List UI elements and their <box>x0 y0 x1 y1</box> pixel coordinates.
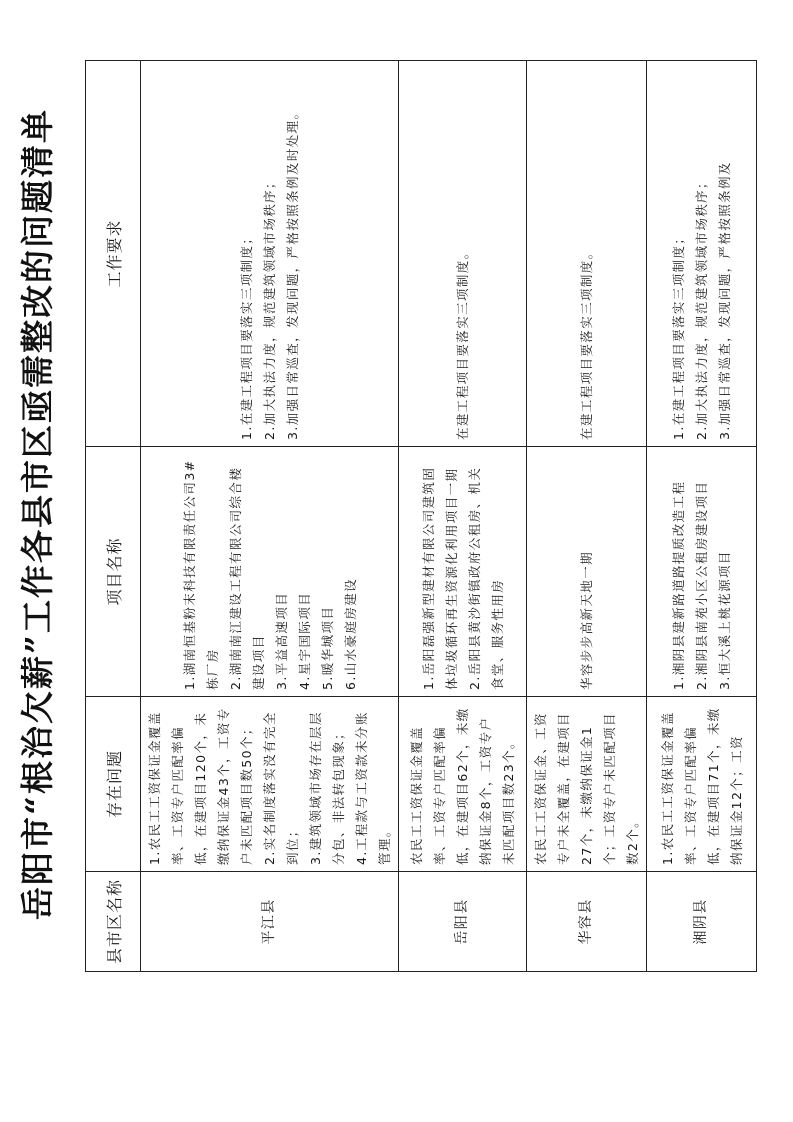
table-row <box>527 61 647 972</box>
problems-cell <box>399 697 527 872</box>
projects-cell <box>527 447 647 697</box>
problem-item: 农民工工资保证金覆盖率、工资专户匹配率偏低，在建项目62个，未缴纳保证金8个，工资专户未匹配项目数23个。 <box>409 707 516 865</box>
problems-cell <box>527 697 647 872</box>
header-requirements: 工作要求 <box>86 61 141 447</box>
county-name: 华容县 <box>527 872 647 972</box>
requirement-item: 3.加强日常巡查，发现问题，严格按照条例及 <box>717 161 732 440</box>
requirement-item: 在建工程项目要落实三项制度。 <box>455 245 470 440</box>
project-item: 2.湖南南江建设工程有限公司综合楼建设项目 <box>227 466 266 690</box>
requirement-item: 2.加大执法力度，规范建筑领域市场秩序； <box>262 175 277 440</box>
county-name: 湘阴县 <box>647 872 757 972</box>
project-item: 5.暖华城项目 <box>319 605 335 690</box>
problems-cell <box>647 697 757 872</box>
project-item: 2.湘阴县南苑小区公租房建设项目 <box>694 480 709 690</box>
requirement-item: 在建工程项目要落实三项制度。 <box>579 245 594 440</box>
requirements-cell <box>527 61 647 447</box>
requirements-cell <box>399 61 527 447</box>
problems-cell <box>141 697 399 872</box>
projects-cell <box>399 447 527 697</box>
project-item: 1.湖南恒基粉末科技有限责任公司3#栋厂房 <box>181 459 220 690</box>
county-name: 平江县 <box>141 872 399 972</box>
problem-item: 农民工工资保证金、工资专户未全覆盖，在建项目27个，未缴纳保证金1个；工资专户未匹配项目数2个。 <box>533 712 640 865</box>
header-county: 县市区名称 <box>86 872 141 972</box>
problem-item: 3.建筑领域市场存在层层分包、非法转包现象； <box>308 711 346 865</box>
table-row <box>399 61 527 972</box>
project-item: 1.岳阳磊强新型建材有限公司建筑固体垃圾循环再生资源化利用项目一期 <box>420 466 459 690</box>
header-projects: 项目名称 <box>86 447 141 697</box>
problem-item: 1.农民工工资保证金覆盖率、工资专户匹配率偏低，在建项目120个，未缴纳保证金43个，工资专户未匹配项目数50个； <box>147 707 254 865</box>
project-item: 1.湘阴县建新路道路提质改造工程 <box>671 480 686 690</box>
project-item: 6.山水豪庭房建设 <box>342 577 358 690</box>
problem-item: 1.农民工工资保证金覆盖率、工资专户匹配率偏低，在建项目71个，未缴纳保证金12个；工资 <box>659 707 744 865</box>
projects-cell <box>647 447 757 697</box>
project-item: 3.平益高速项目 <box>273 591 289 690</box>
requirement-item: 1.在建工程项目要落实三项制度； <box>671 230 686 440</box>
requirements-cell <box>141 61 399 447</box>
table-row <box>647 61 757 972</box>
problem-item: 2.实名制度落实没有完全到位； <box>262 711 300 865</box>
table-header-row <box>86 61 141 972</box>
requirements-cell <box>647 61 757 447</box>
project-item: 4.星宇国际项目 <box>296 591 312 690</box>
header-problems: 存在问题 <box>86 697 141 872</box>
project-item: 3.恒大溪上桃花源项目 <box>717 550 732 690</box>
project-item: 华容步步高新天地一期 <box>579 550 594 690</box>
requirement-item: 3.加强日常巡查，发现问题，严格按照条例及时处理。 <box>285 105 300 440</box>
problem-item: 4.工程款与工资款未分账管理。 <box>354 711 392 865</box>
table-row <box>141 61 399 972</box>
requirement-item: 2.加大执法力度，规范建筑领域市场秩序； <box>694 175 709 440</box>
requirement-item: 1.在建工程项目要落实三项制度； <box>239 230 254 440</box>
issue-table <box>85 60 757 972</box>
county-name: 岳阳县 <box>399 872 527 972</box>
projects-cell <box>141 447 399 697</box>
document-title: 岳阳市“根治欠薪”工作各县市区亟需整改的问题清单 <box>18 108 57 920</box>
project-item: 2.岳阳县黄沙街镇政府公租房、机关食堂、服务性用房 <box>466 466 505 690</box>
